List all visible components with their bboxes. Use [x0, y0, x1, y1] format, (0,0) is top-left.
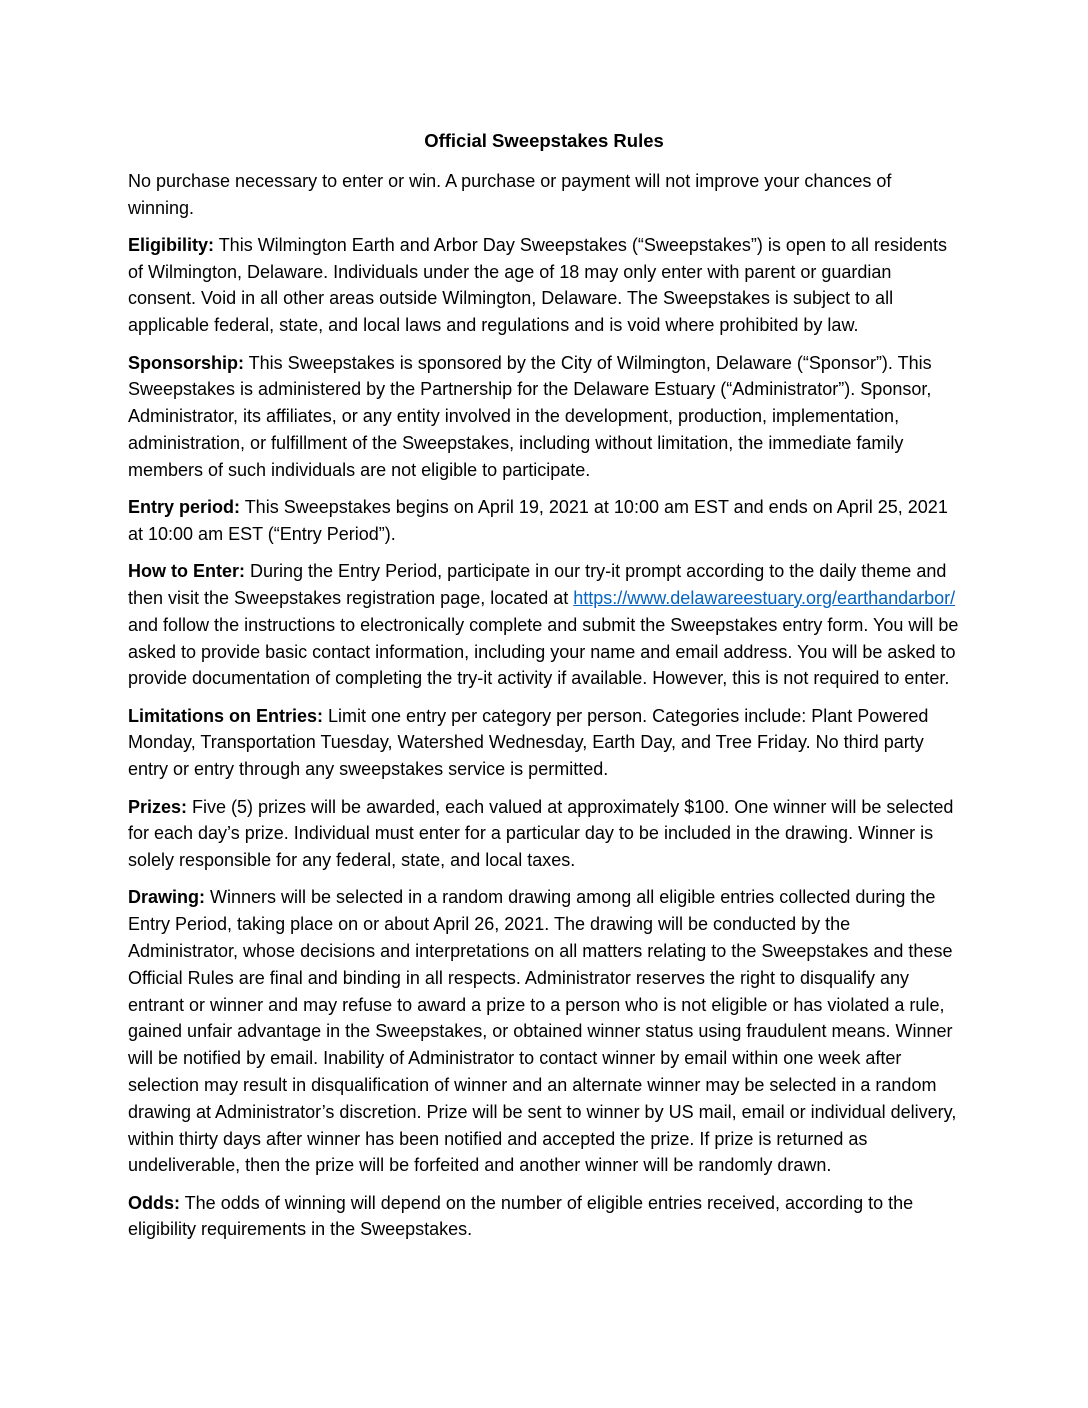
paragraph-label: Drawing: [128, 887, 206, 908]
paragraph-text-after-link: and follow the instructions to electronically complete and submit the Sweepstakes entry form. You will be asked to provide basic contact information, including your name and email address. You will be asked to provide documentation of completing the try-it activity if available. However, this is not required to enter. [128, 614, 959, 689]
paragraph-label: Entry period: [128, 497, 241, 518]
paragraph-text: The odds of winning will depend on the number of eligible entries received, according to the eligibility requirements in the Sweepstakes. [128, 1192, 914, 1240]
paragraph-odds [128, 1190, 960, 1244]
paragraph-label: Odds: [128, 1192, 180, 1213]
paragraph-text: Winners will be selected in a random drawing among all eligible entries collected during the Entry Period, taking place on or about April 26, 2021. The drawing will be conducted by the Administrator, whose decisions and interpretations on all matters relating to the Sweepstakes and these Official Rules are final and binding in all respects. Administrator reserves the right to disqualify any entrant or winner and may refuse to award a prize to a person who is not eligible or has violated a rule, gained unfair advantage in the Sweepstakes, or obtained winner status using fraudulent means. Winner will be notified by email. Inability of Administrator to contact winner by email within one week after selection may result in disqualification of winner and an alternate winner may be selected in a random drawing at Administrator’s discretion. Prize will be sent to winner by US mail, email or individual delivery, within thirty days after winner has been notified and accepted the prize. If prize is returned as undeliverable, then the prize will be forfeited and another winner will be randomly drawn. [128, 887, 957, 1176]
paragraph-label: Prizes: [128, 796, 188, 817]
paragraph-text-before-link: During the Entry Period, participate in our try-it prompt according to the daily theme and then visit the Sweepstakes registration page, located at [128, 561, 947, 608]
paragraph-how-to-enter [128, 558, 960, 692]
paragraph-label: How to Enter: [128, 561, 245, 582]
paragraph-eligibility [128, 232, 960, 339]
sweepstakes-registration-link[interactable]: https://www.delawareestuary.org/earthandarbor/ [573, 587, 956, 608]
paragraph-prizes [128, 794, 960, 874]
paragraph-entry-period [128, 494, 960, 548]
paragraph-text: This Wilmington Earth and Arbor Day Sweepstakes (“Sweepstakes”) is open to all residents of Wilmington, Delaware. Individuals under the age of 18 may only enter with parent or guardian consent. Void in all other areas outside Wilmington, Delaware. The Sweepstakes is subject to all applicable federal, state, and local laws and regulations and is void where prohibited by law. [128, 234, 948, 336]
paragraph-sponsorship [128, 350, 960, 484]
paragraph-limitations-on-entries [128, 703, 960, 783]
paragraph-text: This Sweepstakes begins on April 19, 2021 at 10:00 am EST and ends on April 25, 2021 at 10:00 am EST (“Entry Period”). [128, 497, 948, 544]
paragraph-text: No purchase necessary to enter or win. A purchase or payment will not improve your chances of winning. [128, 170, 892, 218]
paragraph-text: This Sweepstakes is sponsored by the City of Wilmington, Delaware (“Sponsor”). This Sweepstakes is administered by the Partnership for the Delaware Estuary (“Administrator”). Sponsor, Administrator, its affiliates, or any entity involved in the development, production, implementation, administration, or fulfillment of the Sweepstakes, including without limitation, the immediate family members of such individuals are not eligible to participate. [128, 352, 932, 480]
paragraph-label: Limitations on Entries: [128, 705, 324, 726]
paragraph-text: Limit one entry per category per person. Categories include: Plant Powered Monday, Transportation Tuesday, Watershed Wednesday, Earth Day, and Tree Friday. No third party entry or entry through any sweepstakes service is permitted. [128, 705, 929, 780]
paragraph-label: Eligibility: [128, 234, 215, 255]
paragraph-no-purchase [128, 168, 960, 222]
paragraph-text: Five (5) prizes will be awarded, each valued at approximately $100. One winner will be selected for each day’s prize. Individual must enter for a particular day to be included in the drawing. Winner is solely responsible for any federal, state, and local taxes. [128, 796, 954, 871]
paragraph-label: Sponsorship: [128, 352, 244, 373]
paragraph-drawing [128, 884, 960, 1179]
document-title: Official Sweepstakes Rules [424, 130, 664, 151]
